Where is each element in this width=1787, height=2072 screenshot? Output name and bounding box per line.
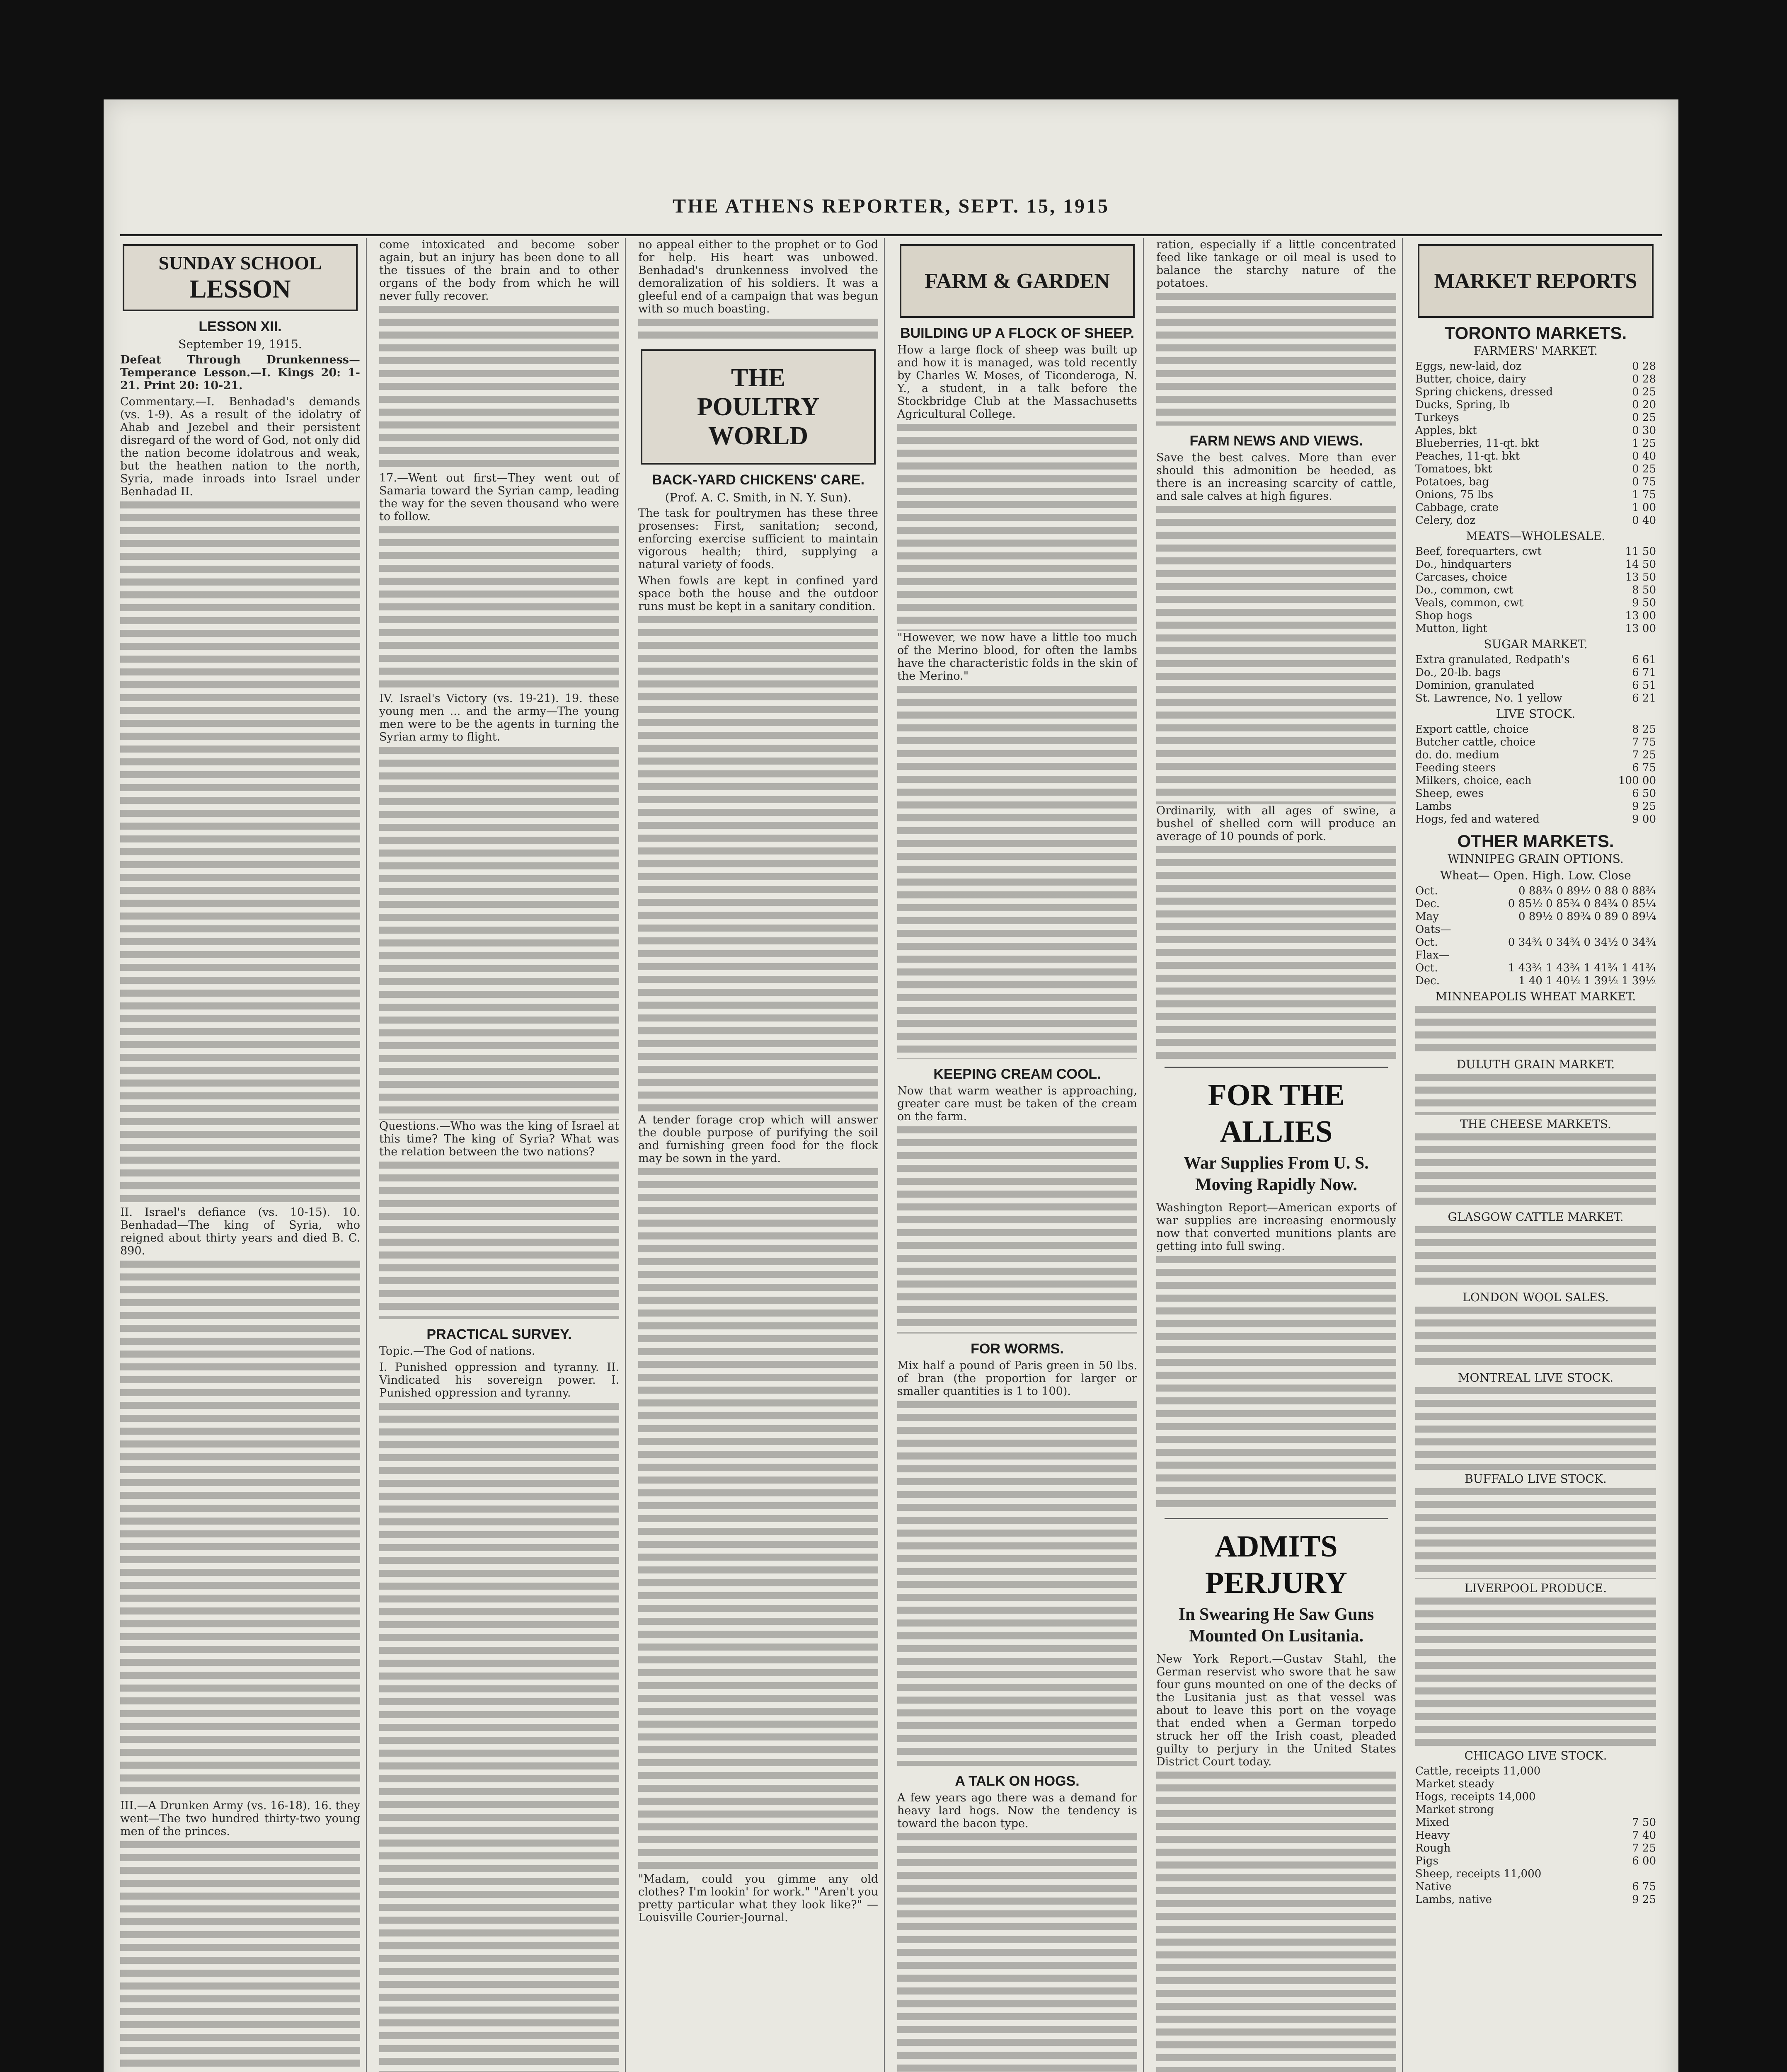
market-row [1415,450,1656,463]
market-item: Potatoes, bag [1415,476,1489,488]
lesson-paragraph: 17.—Went out first—They went out of Samaria toward the Syrian camp, leading the way for the seven thousand who were to follow. [379,472,619,523]
london-heading: LONDON WOOL SALES. [1463,1290,1609,1304]
market-row [1415,424,1656,437]
market-row [1415,666,1656,679]
text-block [1156,293,1396,426]
masthead: THE ATHENS REPORTER, SEPT. 15, 1915 [672,195,1110,217]
poultry-banner-line2: POULTRY WORLD [697,393,820,450]
market-item: Feeding steers [1415,762,1496,774]
masthead-rule [120,234,1662,236]
perjury-headline: ADMITS PERJURY [1205,1530,1347,1600]
poultry-paragraph: The task for poultrymen has these three prosenses: First, sanitation; second, enforcing exercise sufficient to maintain vigorous health; third, supplying a natural variety of foods. [638,507,878,571]
market-row [1415,692,1656,705]
winnipeg-list [1415,885,1656,988]
text-block [1415,1598,1656,1747]
text-block [1415,1387,1656,1470]
market-item: Celery, doz [1415,514,1476,527]
market-row [1415,723,1656,736]
market-price: 14 50 [1625,558,1656,571]
market-row [1415,571,1656,584]
market-item: Tomatoes, bkt [1415,463,1492,475]
wheat-columns-heading: Wheat— Open. High. Low. Close [1440,869,1631,882]
market-item: Mutton, light [1415,622,1487,635]
market-price: 0 25 [1632,386,1656,398]
text-block [638,1168,878,1873]
market-item: Milkers, choice, each [1415,775,1532,787]
glasgow-heading: GLASGOW CATTLE MARKET. [1448,1210,1624,1224]
buffalo-heading: BUFFALO LIVE STOCK. [1465,1472,1607,1486]
market-item: Hogs, fed and watered [1415,813,1540,825]
market-row [1415,936,1656,949]
market-price: 9 50 [1632,597,1656,609]
cheese-heading: THE CHEESE MARKETS. [1460,1117,1611,1131]
market-item: Rough [1415,1842,1451,1854]
lesson-number: LESSON XII. [199,319,282,334]
market-price: 6 75 [1632,1881,1656,1893]
market-row [1415,962,1656,975]
market-row [1415,1893,1656,1906]
text-block [120,501,360,1206]
market-item: Oct. [1415,962,1438,974]
text-block [638,616,878,1113]
text-block [120,1841,360,2072]
market-price: 0 34¾ 0 34¾ 0 34½ 0 34¾ [1508,936,1656,949]
market-item: Native [1415,1881,1452,1893]
market-row [1415,476,1656,489]
market-row [1415,749,1656,762]
market-price: 13 50 [1625,571,1656,583]
poultry-paragraph: When fowls are kept in confined yard space both the house and the outdoor runs must be kept in a sanitary condition. [638,574,878,613]
market-row [1415,885,1656,898]
market-item: Mixed [1415,1816,1449,1829]
banner-line2: LESSON [189,275,291,303]
market-price: 6 75 [1632,762,1656,774]
market-item: Export cattle, choice [1415,723,1529,736]
practical-survey-heading: PRACTICAL SURVEY. [426,1326,572,1342]
text-block [638,319,878,344]
market-price: 7 75 [1632,736,1656,748]
market-price: 6 21 [1632,692,1656,704]
market-item: Carcases, choice [1415,571,1507,583]
market-item: Spring chickens, dressed [1415,386,1553,398]
farm-paragraph: "However, we now have a little too much of the Merino blood, for often the lambs have the characteristic folds in the skin of the Merino." [897,631,1137,683]
market-row [1415,584,1656,597]
farm-paragraph: Now that warm weather is approaching, greater care must be taken of the cream on the farm. [897,1084,1137,1123]
market-item: Flax— [1415,949,1450,961]
market-row [1415,558,1656,571]
allies-deck: War Supplies From U. S. Moving Rapidly Now. [1184,1154,1369,1194]
market-price: 6 50 [1632,787,1656,800]
poultry-article-heading: BACK-YARD CHICKENS' CARE. [651,472,865,488]
text-block [379,1162,619,1319]
sugar-heading: SUGAR MARKET. [1484,637,1588,651]
talk-on-hogs-heading: A TALK ON HOGS. [955,1773,1080,1789]
farm-paragraph: Ordinarily, with all ages of swine, a bushel of shelled corn will produce an average of 10 pounds of pork. [1156,804,1396,843]
column-farm-garden [897,238,1144,2072]
market-item: Lambs, native [1415,1893,1492,1906]
market-item: Lambs [1415,800,1452,813]
market-price: 13 00 [1625,622,1656,635]
lesson-paragraph: Commentary.—I. Benhadad's demands (vs. 1-9). As a result of the idolatry of Ahab and Jezebel and their persistent disregard of the word of God, not only did the nation become idolatrous and weak, but the heathen nation to the north, Syria, made inroads into Israel under Benhadad II. [120,395,360,498]
market-row [1415,545,1656,558]
market-row [1415,910,1656,923]
text-block [379,1403,619,2072]
market-row [1415,949,1656,962]
market-row [1415,787,1656,800]
text-block [379,526,619,692]
text-block [379,306,619,472]
winnipeg-heading: WINNIPEG GRAIN OPTIONS. [1448,852,1624,866]
market-price: 1 43¾ 1 43¾ 1 41¾ 1 41¾ [1508,962,1656,974]
market-item: Extra granulated, Redpath's [1415,654,1570,666]
market-row [1415,1842,1656,1855]
market-item: Veals, common, cwt [1415,597,1524,609]
market-price: 8 25 [1632,723,1656,736]
market-row [1415,1868,1656,1881]
market-row [1415,679,1656,692]
text-block [1415,1307,1656,1369]
chicago-heading: CHICAGO LIVE STOCK. [1464,1749,1607,1762]
market-price: 7 25 [1632,1842,1656,1854]
market-row [1415,597,1656,610]
market-item: Apples, bkt [1415,424,1477,437]
market-row [1415,1829,1656,1842]
closing-anecdote: "Madam, could you gimme any old clothes? I'm lookin' for work." "Aren't you pretty particular what they look like?" — Louisville Courier-Journal. [638,1873,878,1924]
market-price: 1 40 1 40½ 1 39½ 1 39½ [1518,975,1656,987]
market-row [1415,1803,1656,1816]
text-block [1156,846,1396,1062]
column-poultry [638,238,885,2072]
farmers-market-heading: FARMERS' MARKET. [1473,344,1598,358]
text-block [379,747,619,1120]
columns [120,238,1662,2072]
text-block [1415,1226,1656,1288]
market-row [1415,463,1656,476]
market-price: 0 89½ 0 89¾ 0 89 0 89¼ [1518,910,1656,923]
market-price: 0 40 [1632,514,1656,527]
market-item: do. do. medium [1415,749,1500,761]
lesson-paragraph: come intoxicated and become sober again, but an injury has been done to all the tissues of the brain and to other organs of the body from which he will never fully recover. [379,238,619,303]
market-price: 100 00 [1618,775,1656,787]
perjury-paragraph: New York Report.—Gustav Stahl, the German reservist who swore that he saw four guns mounted on one of the decks of the Lusitania just as that vessel was about to leave this port on the voyage that ended when a German torpedo struck her off the Irish coast, pleaded guilty to perjury in the United States District Court today. [1156,1653,1396,1768]
lesson-questions: Questions.—Who was the king of Israel at this time? The king of Syria? What was the relation between the two nations? [379,1120,619,1158]
lesson-paragraph: II. Israel's defiance (vs. 10-15). 10. Benhadad—The king of Syria, who reigned about thirty years and died B. C. 890. [120,1206,360,1257]
column-news [1156,238,1403,2072]
market-price: 0 20 [1632,399,1656,411]
market-price: 7 25 [1632,749,1656,761]
meats-list [1415,545,1656,635]
newspaper-page [104,99,1678,2072]
market-item: Eggs, new-laid, doz [1415,360,1522,373]
market-row [1415,1816,1656,1829]
market-item: St. Lawrence, No. 1 yellow [1415,692,1562,704]
lesson-title: Defeat Through Drunkenness—Temperance Lesson.—I. Kings 20: 1-21. Print 20: 10-21. [120,353,360,392]
divider [1165,1067,1388,1068]
live-stock-list [1415,723,1656,826]
market-price: 9 00 [1632,813,1656,825]
market-row [1415,501,1656,514]
montreal-heading: MONTREAL LIVE STOCK. [1458,1371,1614,1385]
survey-points: I. Punished oppression and tyranny. II. Vindicated his sovereign power. I. Punished oppression and tyranny. [379,1361,619,1399]
farm-paragraph: ration, especially if a little concentrated feed like tankage or oil meal is used to balance the starchy nature of the potatoes. [1156,238,1396,290]
market-row [1415,386,1656,399]
text-block [1156,506,1396,804]
market-item: Blueberries, 11-qt. bkt [1415,437,1539,450]
market-row [1415,736,1656,749]
keeping-cream-cool-heading: KEEPING CREAM COOL. [933,1066,1101,1082]
poultry-paragraph: A tender forage crop which will answer the double purpose of purifying the soil and furnishing green food for the flock may be sown in the yard. [638,1113,878,1165]
market-item: Heavy [1415,1829,1450,1842]
chicago-list [1415,1765,1656,1906]
other-markets-heading: OTHER MARKETS. [1457,831,1614,851]
text-block [897,424,1137,631]
market-item: Sheep, receipts 11,000 [1415,1868,1542,1880]
allies-headline: FOR THE ALLIES [1208,1078,1345,1149]
market-row [1415,775,1656,787]
market-item: Do., common, cwt [1415,584,1513,596]
sugar-list [1415,654,1656,705]
market-price: 9 25 [1632,800,1656,813]
market-row [1415,1881,1656,1893]
market-item: Onions, 75 lbs [1415,489,1494,501]
market-row [1415,898,1656,910]
market-row [1415,1855,1656,1868]
sunday-school-banner [123,244,358,311]
market-item: Oct. [1415,885,1438,897]
market-item: Do., hindquarters [1415,558,1512,571]
column-sunday-school [120,238,367,2072]
farm-paragraph: Mix half a pound of Paris green in 50 lbs. of bran (the proportion for larger or smaller quantities is 1 to 100). [897,1359,1137,1398]
market-item: Ducks, Spring, lb [1415,399,1510,411]
market-price: 0 85½ 0 85¾ 0 84¾ 0 85¼ [1508,898,1656,910]
market-price: 7 40 [1632,1829,1656,1842]
market-price: 8 50 [1632,584,1656,596]
market-row [1415,1765,1656,1778]
market-row [1415,411,1656,424]
text-block [1415,1074,1656,1115]
market-item: Cabbage, crate [1415,501,1499,514]
allies-paragraph: Washington Report—American exports of war supplies are increasing enormously now that converted munitions plants are getting into full swing. [1156,1201,1396,1253]
market-item: Peaches, 11-qt. bkt [1415,450,1520,462]
farm-paragraph: Save the best calves. More than ever should this admonition be heeded, as there is an increasing scarcity of cattle, and sale calves at high figures. [1156,451,1396,503]
market-item: Dec. [1415,898,1440,910]
lesson-paragraph: III.—A Drunken Army (vs. 16-18). 16. they went—The two hundred thirty-two young men of the princes. [120,1799,360,1838]
market-row [1415,514,1656,527]
market-price: 1 00 [1632,501,1656,514]
text-block [120,1261,360,1799]
market-item: Hogs, receipts 14,000 [1415,1791,1536,1803]
divider [1165,1518,1388,1519]
market-item: Turkeys [1415,411,1459,424]
market-item: Beef, forequarters, cwt [1415,545,1542,558]
market-row [1415,1778,1656,1791]
text-block [897,1401,1137,1766]
market-item: Do., 20-lb. bags [1415,666,1501,679]
market-row [1415,654,1656,666]
lesson-date: September 19, 1915. [178,337,302,351]
poultry-byline: (Prof. A. C. Smith, in N. Y. Sun). [665,491,852,504]
live-stock-heading: LIVE STOCK. [1496,707,1576,721]
minneapolis-heading: MINNEAPOLIS WHEAT MARKET. [1435,990,1636,1003]
market-price: 1 75 [1632,489,1656,501]
market-item: Oats— [1415,923,1451,936]
market-row [1415,489,1656,501]
market-price: 0 75 [1632,476,1656,488]
survey-topic: Topic.—The God of nations. [379,1345,535,1358]
market-price: 6 61 [1632,654,1656,666]
market-row [1415,622,1656,635]
market-price: 6 51 [1632,679,1656,692]
farmers-market-list [1415,360,1656,527]
banner-line1: SUNDAY SCHOOL [158,252,322,274]
text-block [1415,1133,1656,1208]
farm-news-heading: FARM NEWS AND VIEWS. [1189,433,1363,449]
text-block [1156,1256,1396,1513]
market-price: 9 25 [1632,1893,1656,1906]
market-price: 0 88¾ 0 89½ 0 88 0 88¾ [1518,885,1656,897]
lesson-paragraph: no appeal either to the prophet or to God for help. His heart was unbowed. Benhadad's drunkenness involved the demoralization of his soldiers. It was a gleeful end of a campaign that was begun with so much boasting. [638,238,878,315]
market-row [1415,1791,1656,1803]
text-block [1156,1772,1396,2072]
market-price: 0 25 [1632,463,1656,475]
market-item: Pigs [1415,1855,1438,1867]
sheep-article-heading: BUILDING UP A FLOCK OF SHEEP. [900,325,1134,341]
market-item: May [1415,910,1439,923]
market-item: Dominion, granulated [1415,679,1535,692]
market-row [1415,437,1656,450]
market-row [1415,399,1656,411]
market-price: 0 28 [1632,373,1656,385]
market-item: Cattle, receipts 11,000 [1415,1765,1541,1777]
market-price: 13 00 [1625,610,1656,622]
text-block [1415,1006,1656,1055]
text-block [897,1833,1137,2072]
market-row [1415,762,1656,775]
market-price: 6 00 [1632,1855,1656,1867]
text-block [1415,1488,1656,1579]
perjury-deck: In Swearing He Saw Guns Mounted On Lusitania. [1178,1605,1374,1646]
farm-paragraph: A few years ago there was a demand for heavy lard hogs. Now the tendency is toward the bacon type. [897,1791,1137,1830]
market-price: 0 28 [1632,360,1656,373]
column-lesson-continued [379,238,626,2072]
poultry-banner-line1: THE [731,364,785,392]
meats-heading: MEATS—WHOLESALE. [1466,529,1605,543]
market-row [1415,373,1656,386]
toronto-markets-heading: TORONTO MARKETS. [1444,323,1627,343]
market-row [1415,923,1656,936]
market-row [1415,813,1656,826]
market-price: 1 25 [1632,437,1656,450]
for-worms-heading: FOR WORMS. [971,1341,1064,1357]
market-item: Oct. [1415,936,1438,949]
market-item: Butcher cattle, choice [1415,736,1536,748]
farm-paragraph: How a large flock of sheep was built up and how it is managed, was told recently by Charles W. Moses, of Ticonderoga, N. Y., a student, in a talk before the Stockbridge Club at the Massachusetts Agricultural College. [897,344,1137,421]
market-row [1415,800,1656,813]
poultry-world-banner [641,349,876,465]
lesson-paragraph: IV. Israel's Victory (vs. 19-21). 19. these young men ... and the army—The young men were to be the agents in turning the Syrian army to flight. [379,692,619,743]
market-price: 7 50 [1632,1816,1656,1829]
market-row [1415,610,1656,622]
market-price: 0 30 [1632,424,1656,437]
market-item: Sheep, ewes [1415,787,1484,800]
market-row [1415,360,1656,373]
duluth-heading: DULUTH GRAIN MARKET. [1456,1058,1615,1071]
market-reports-banner: MARKET REPORTS [1418,244,1654,318]
market-price: 0 40 [1632,450,1656,462]
market-price: 6 71 [1632,666,1656,679]
market-item: Dec. [1415,975,1440,987]
text-block [897,686,1137,1059]
market-item: Shop hogs [1415,610,1472,622]
farm-garden-banner: FARM & GARDEN [900,244,1135,318]
liverpool-heading: LIVERPOOL PRODUCE. [1464,1581,1607,1595]
column-markets [1415,238,1662,2072]
market-price: 11 50 [1625,545,1656,558]
market-item: Market strong [1415,1803,1494,1816]
market-item: Market steady [1415,1778,1494,1790]
text-block [897,1126,1137,1334]
market-row [1415,975,1656,988]
market-item: Butter, choice, dairy [1415,373,1526,385]
market-price: 0 25 [1632,411,1656,424]
